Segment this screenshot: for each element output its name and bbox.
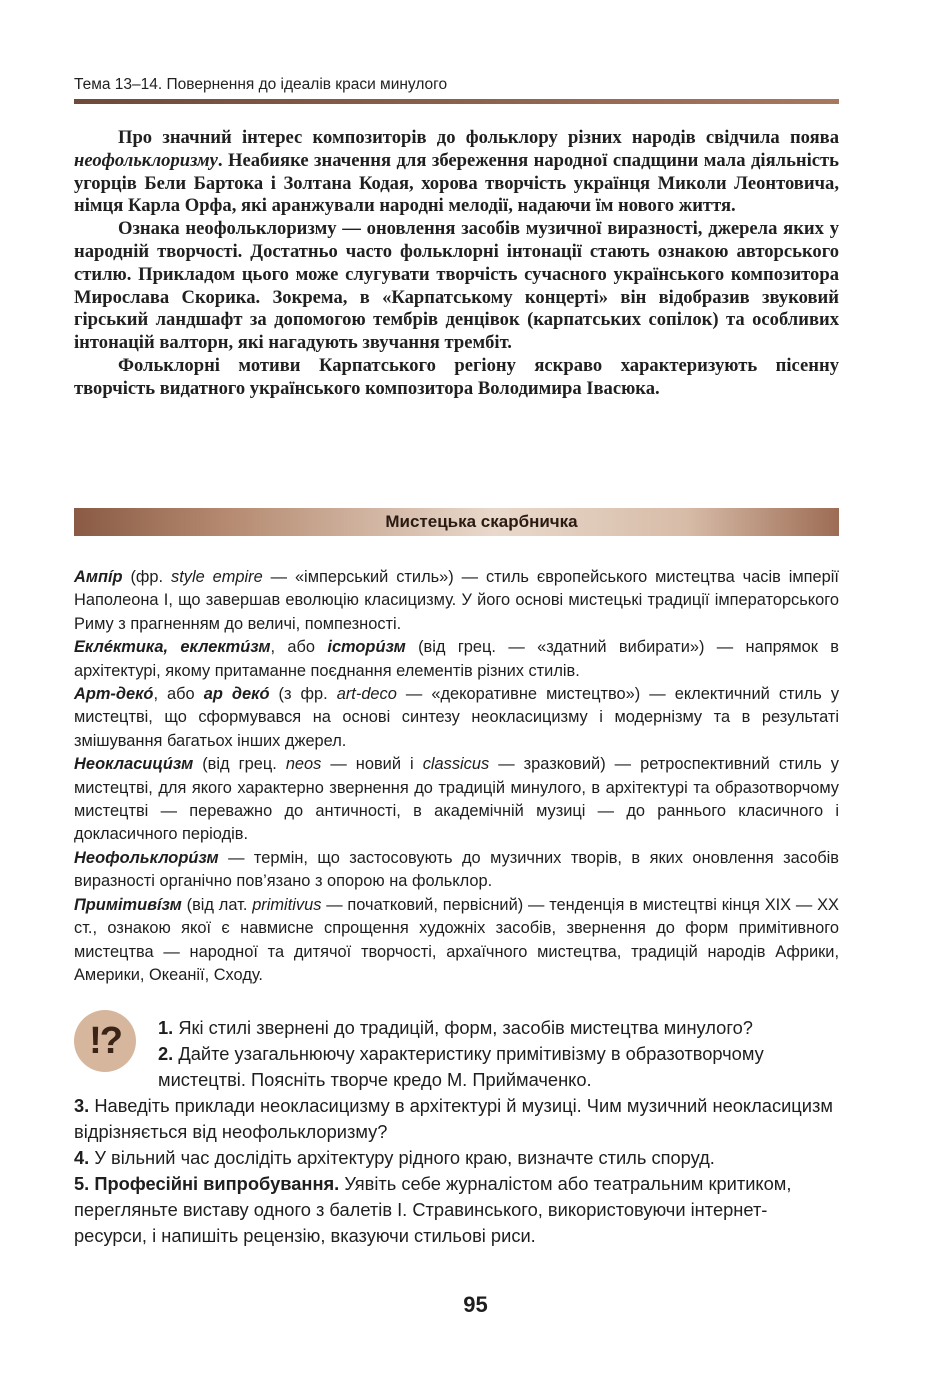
intro-paragraph-2: Ознака неофольклоризму — оновлення засобів музичної виразності, джерела яких у народній творчості. Достатньо часто фольклорні інтонації стають ознакою авторського стилю. Прикладом цього може слугувати творчість сучасного українського композитора Мирослава Скорика. Зокрема, в «Карпатському концерті» він відобразив звуковий гірський ландшафт за допомогою тембрів денцівок (карпатських сопілок) та особливих інтонацій валторн, які нагадують звучання трембіт. <box>74 218 839 354</box>
glossary-entry-neoclassicism: Неокласицúзм (від грец. neos — новий і classicus — зразковий) — ретроспективний стиль у мистецтві, для якого характерно звернення до традицій минулого, в архітектурі та образотворчому мистецтві — переважно до античності, в академічній музиці — до раннього класичного і докласичного періодів. <box>74 755 840 844</box>
question-1: 1. Які стилі звернені до традицій, форм, засобів мистецтва минулого? <box>158 1017 753 1038</box>
glossary-entry-empire: Ампíр (фр. style empire — «імперський стиль») — стиль європейського мистецтва часів імперії Наполеона І, що завершав еволюцію класицизму. У його основі мистецькі традиції імператорського Риму з прагненням до величі, помпезності. <box>74 568 839 633</box>
intro-text <box>74 127 839 401</box>
header-rule <box>74 99 839 104</box>
glossary-entry-art-deco: Арт-декó, або ар декó (з фр. art-deco — «декоративне мистецтво») — еклектичний стиль у мистецтві, що сформувався на основі синтезу неокласицизму і модернізму та в результаті змішування багатьох інших джерел. <box>74 685 840 750</box>
question-5: 5. Професійні випробування. Уявіть себе журналістом або театральним критиком, перегляньте виставу одного з балетів І. Стравинського, використовуючи інтернет-ресурси, і напишіть рецензію, вказуючи стильові риси. <box>74 1173 792 1246</box>
banner-title: Мистецька скарбничка <box>385 512 578 531</box>
neofolklorism-term: неофольклоризму <box>74 149 218 171</box>
section-banner <box>74 508 839 536</box>
question-4: 4. У вільний час дослідіть архітектуру рідного краю, визначте стиль споруд. <box>74 1147 715 1168</box>
question-exclamation-icon: !? <box>74 1010 136 1072</box>
intro-paragraph-1: Про значний інтерес композиторів до фольклору різних народів свідчила поява неофольклоризму. Неабияке значення для збереження народної спадщини мала діяльність угорців Бели Бартока і Золтана Кодая, хорова творчість українця Миколи Леонтовича, німця Карла Орфа, які аранжували народні мелодії, надаючи їм нового життя. <box>74 127 839 217</box>
glossary-entry-eclecticism: Еклéктика, еклектúзм, або історúзм (від грец. — «здатний вибирати») — напрямок в архітектурі, якому притаманне поєднання елементів різних стилів. <box>74 638 839 680</box>
page-number: 95 <box>463 1292 488 1317</box>
running-header: Тема 13–14. Повернення до ідеалів краси минулого <box>74 76 448 93</box>
question-3: 3. Наведіть приклади неокласицизму в архітектурі й музиці. Чим музичний неокласицизм відрізняється від неофольклоризму? <box>74 1095 833 1142</box>
glossary-entry-primitivism: Примітивíзм (від лат. primitivus — початковий, первісний) — тенденція в мистецтві кінця XIX — XX ст., ознакою якої є навмисне спрощення художніх засобів, звернення до форм примітивного мистецтва — народної та дитячої творчості, архаїчного мистецтва, традицій народів Африки, Америки, Океанії, Сходу. <box>74 895 839 984</box>
glossary <box>74 566 839 987</box>
intro-paragraph-3: Фольклорні мотиви Карпатського регіону яскраво характеризують пісенну творчість видатного українського композитора Володимира Івасюка. <box>74 354 839 399</box>
glossary-entry-neofolklorism: Неофольклорúзм — термін, що застосовують до музичних творів, в яких оновлення засобів виразності органічно пов’язано з опорою на фольклор. <box>74 848 839 891</box>
question-2: 2. Дайте узагальнюючу характеристику примітивізму в образотворчому мистецтві. Поясніть творче кредо М. Приймаченко. <box>158 1043 764 1090</box>
questions-list <box>74 1015 839 1249</box>
